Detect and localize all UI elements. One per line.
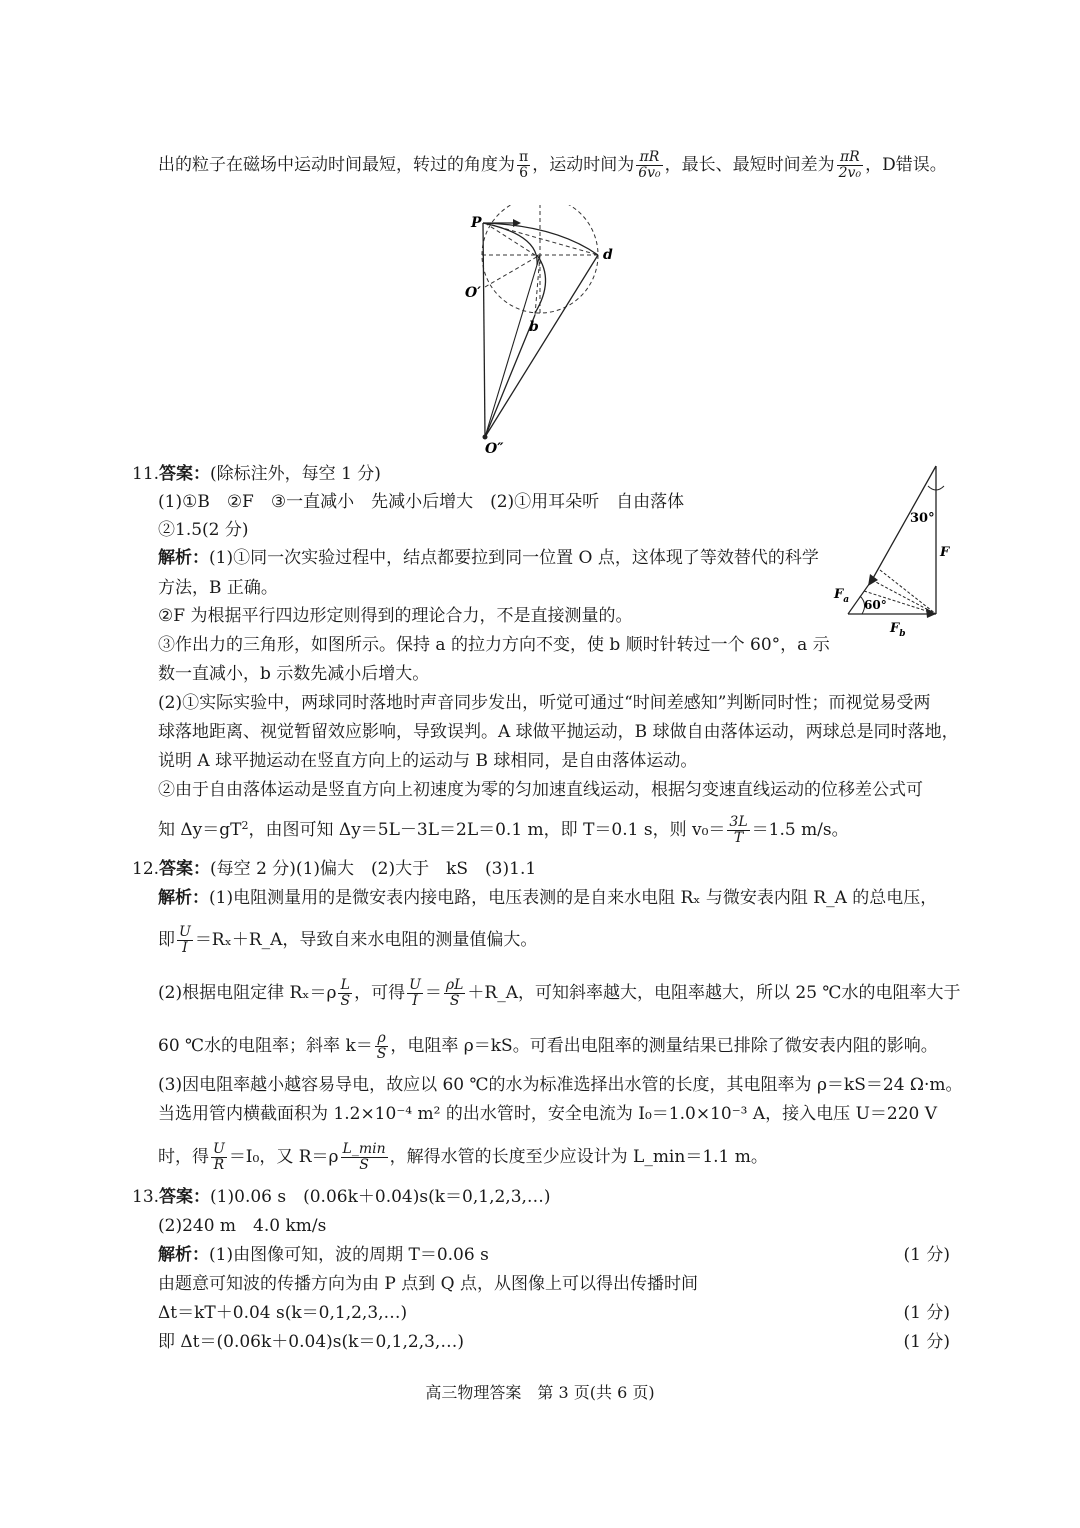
force-triangle-diagram [832, 462, 962, 642]
label-60deg: 60° [864, 598, 887, 612]
q11-exp-4: ③作出力的三角形，如图所示。保持 a 的拉力方向不变，使 b 顺时针转过一个 60°，a 示 [158, 635, 830, 655]
q13-exp-2: 由题意可知波的传播方向为由 P 点到 Q 点，从图像上可以得出传播时间 [158, 1274, 698, 1294]
fraction: $\frac{\pi}{6}$ [519, 149, 529, 181]
q11-exp-1: 解析：(1)①同一次实验过程中，结点都要拉到同一位置 O 点，这体现了等效替代的科学 [158, 548, 819, 568]
q13-answer-2: (2)240 m 4.0 km/s [158, 1216, 327, 1236]
label-F: F [940, 545, 950, 560]
q11-exp-3: ②F 为根据平行四边形定则得到的理论合力，不是直接测量的。 [158, 606, 633, 626]
points-label: (1 分) [903, 1332, 950, 1352]
q11-exp-8: 说明 A 球平抛运动在竖直方向上的运动与 B 球相同，是自由落体运动。 [158, 751, 698, 771]
q11-exp-10: 知 $\Delta y=gT^2$，由图可知 Δy＝5L－3L＝2L＝0.1 m，即 T＝0.1 s，则 v₀＝ $\frac{3L}{T}$ ＝1.5 m/s。 [158, 814, 849, 846]
q11-answer-2: ②1.5(2 分) [158, 520, 249, 540]
fraction: $\frac{\pi R}{\text{2v₀}}$ [838, 149, 862, 181]
q11-answer-line: 11.答案：(除标注外，每空 1 分) [132, 464, 381, 484]
q13-exp-3: Δt＝kT＋0.04 s(k＝0,1,2,3,…) [158, 1303, 408, 1323]
q12-exp-5: (3)因电阻率越小越容易导电，故应以 60 ℃的水为标准选择出水管的长度，其电阻率为 ρ＝kS＝24 Ω·m。 [158, 1075, 963, 1095]
label-O2: O″ [485, 441, 504, 457]
q12-exp-1: 解析：(1)电阻测量用的是微安表内接电路，电压表测的是自来水电阻 Rₓ 与微安表内阻 R_A 的总电压， [158, 888, 938, 908]
q11-exp-5: 数一直减小，b 示数先减小后增大。 [158, 664, 430, 684]
q12-answer-line: 12.答案：(每空 2 分)(1)偏大 (2)大于 kS (3)1.1 [132, 859, 537, 879]
label-Fa: $F_a$ [834, 587, 850, 605]
label-P: P [471, 215, 482, 231]
q12-exp-2: 即 $\frac{U}{I}$ ＝Rₓ＋R_A，导致自来水电阻的测量值偏大。 [158, 924, 538, 956]
label-30deg: 30° [910, 511, 935, 526]
label-d: d [603, 247, 613, 263]
fraction: $\frac{\pi R}{\text{6v₀}}$ [638, 149, 661, 181]
label-Fb: $F_b$ [890, 621, 906, 639]
q11-exp-7: 球落地距离、视觉暂留效应影响，导致误判。A 球做平抛运动，B 球做自由落体运动，两球总是同时落地， [158, 722, 959, 742]
page-footer: 高三物理答案 第 3 页(共 6 页) [425, 1383, 655, 1402]
q13-exp-1: 解析：(1)由图像可知，波的周期 T＝0.06 s [158, 1245, 489, 1265]
q13-exp-4: 即 Δt＝(0.06k＋0.04)s(k＝0,1,2,3,…) [158, 1332, 464, 1352]
label-O1: O′ [465, 285, 481, 301]
top-line: 出的粒子在磁场中运动时间最短，转过的角度为 $\frac{\pi}{6}$ ，运动时间为 $\frac{\pi R}{\text{6v₀}}$ ，最长、最短时间差为 $\frac{\pi R}{\text{2v₀}}$ ，D错误。 [158, 149, 947, 181]
points-label: (1 分) [903, 1245, 950, 1265]
q11-exp-2: 方法，B 正确。 [158, 578, 278, 598]
q12-exp-4: 60 ℃水的电阻率；斜率 k＝ $\frac{\rho}{S}$ ，电阻率 ρ＝kS。可看出电阻率的测量结果已排除了微安表内阻的影响。 [158, 1030, 938, 1062]
q12-exp-7: 时，得 $\frac{U}{R}$ ＝I₀，又 R＝ρ $\frac{L\_\min}{S}$ ，解得水管的长度至少应设计为 L_min＝1.1 m。 [158, 1141, 768, 1173]
q11-answer-1: (1)①B ②F ③一直减小 先减小后增大 (2)①用耳朵听 自由落体 [158, 492, 685, 512]
q11-exp-6: (2)①实际实验中，两球同时落地时声音同步发出，听觉可通过“时间差感知”判断同时性；而视觉易受两 [158, 693, 931, 713]
q12-exp-6: 当选用管内横截面积为 1.2×10⁻⁴ m² 的出水管时，安全电流为 I₀＝1.0×10⁻³ A，接入电压 U＝220 V [158, 1104, 938, 1124]
magnetic-field-diagram [455, 205, 630, 460]
q12-exp-3: (2)根据电阻定律 Rₓ＝ρ $\frac{L}{S}$ ，可得 $\frac{U}{I}$ ＝ $\frac{\rho L}{S}$ ＋R_A，可知斜率越大，电阻率越大，所以 25 ℃水的电阻率大于 [158, 977, 961, 1009]
label-b: b [529, 319, 539, 335]
q11-exp-9: ②由于自由落体运动是竖直方向上初速度为零的匀加速直线运动，根据匀变速直线运动的位移差公式可 [158, 780, 923, 800]
q13-answer-line: 13.答案：(1)0.06 s (0.06k＋0.04)s(k＝0,1,2,3,…) [132, 1187, 551, 1207]
points-label: (1 分) [903, 1303, 950, 1323]
